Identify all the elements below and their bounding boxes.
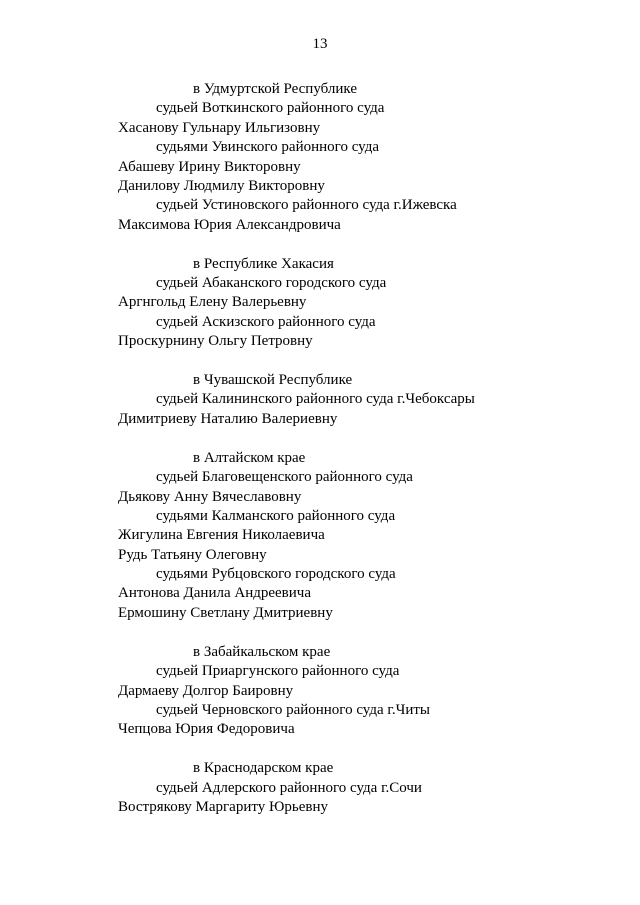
judge-name: Данилову Людмилу Викторовну xyxy=(118,177,325,194)
region-heading: в Удмуртской Республике xyxy=(193,81,357,97)
region-heading: в Республике Хакасия xyxy=(193,255,334,272)
region-heading: в Краснодарском крае xyxy=(193,760,334,777)
region-section xyxy=(118,80,618,235)
judge-name: Хасанову Гульнару Ильгизовну xyxy=(118,119,321,136)
court-title: судьей Воткинского районного суда xyxy=(156,100,385,117)
region-section xyxy=(118,449,618,624)
court-title: судьей Калининского районного суда г.Чебоксары xyxy=(156,391,475,408)
court-title: судьями Увинского районного суда xyxy=(156,139,380,156)
court-title: судьей Адлерского районного суда г.Сочи xyxy=(156,779,422,796)
court-title: судьей Приаргунского районного суда xyxy=(156,663,400,680)
judge-name: Проскурнину Ольгу Петровну xyxy=(118,333,313,350)
judge-name: Аргнгольд Елену Валерьевну xyxy=(118,294,307,311)
region-section xyxy=(118,255,618,352)
court-title: судьей Аскизского районного суда xyxy=(156,313,376,330)
region-heading: в Алтайском крае xyxy=(193,449,306,466)
judge-name: Жигулина Евгения Николаевича xyxy=(118,527,325,544)
judge-name: Абашеву Ирину Викторовну xyxy=(118,158,301,175)
region-section xyxy=(118,759,618,817)
judge-name: Антонова Данила Андреевича xyxy=(118,585,311,602)
court-title: судьей Абаканского городского суда xyxy=(156,275,387,292)
judge-name: Максимова Юрия Александровича xyxy=(118,216,341,233)
court-title: судьей Устиновского районного суда г.Ижевска xyxy=(156,197,457,214)
judge-name: Рудь Татьяну Олеговну xyxy=(118,546,267,563)
appointments-list xyxy=(118,80,618,837)
page-number: 13 xyxy=(312,36,328,52)
region-heading: в Забайкальском крае xyxy=(193,643,331,660)
region-section xyxy=(118,371,618,429)
court-title: судьями Калманского районного суда xyxy=(156,507,396,524)
judge-name: Ермошину Светлану Дмитриевну xyxy=(118,604,333,621)
judge-name: Чепцова Юрия Федоровича xyxy=(118,721,295,738)
judge-name: Дармаеву Долгор Баировну xyxy=(118,682,294,699)
court-title: судьей Черновского районного суда г.Читы xyxy=(156,701,431,718)
judge-name: Димитриеву Наталию Валериевну xyxy=(118,410,338,427)
judge-name: Вострякову Маргариту Юрьевну xyxy=(118,799,328,815)
region-heading: в Чувашской Республике xyxy=(193,372,353,389)
judge-name: Дьякову Анну Вячеславовну xyxy=(118,488,302,505)
court-title: судьями Рубцовского городского суда xyxy=(156,566,396,583)
region-section xyxy=(118,643,618,740)
court-title: судьей Благовещенского районного суда xyxy=(156,469,413,486)
